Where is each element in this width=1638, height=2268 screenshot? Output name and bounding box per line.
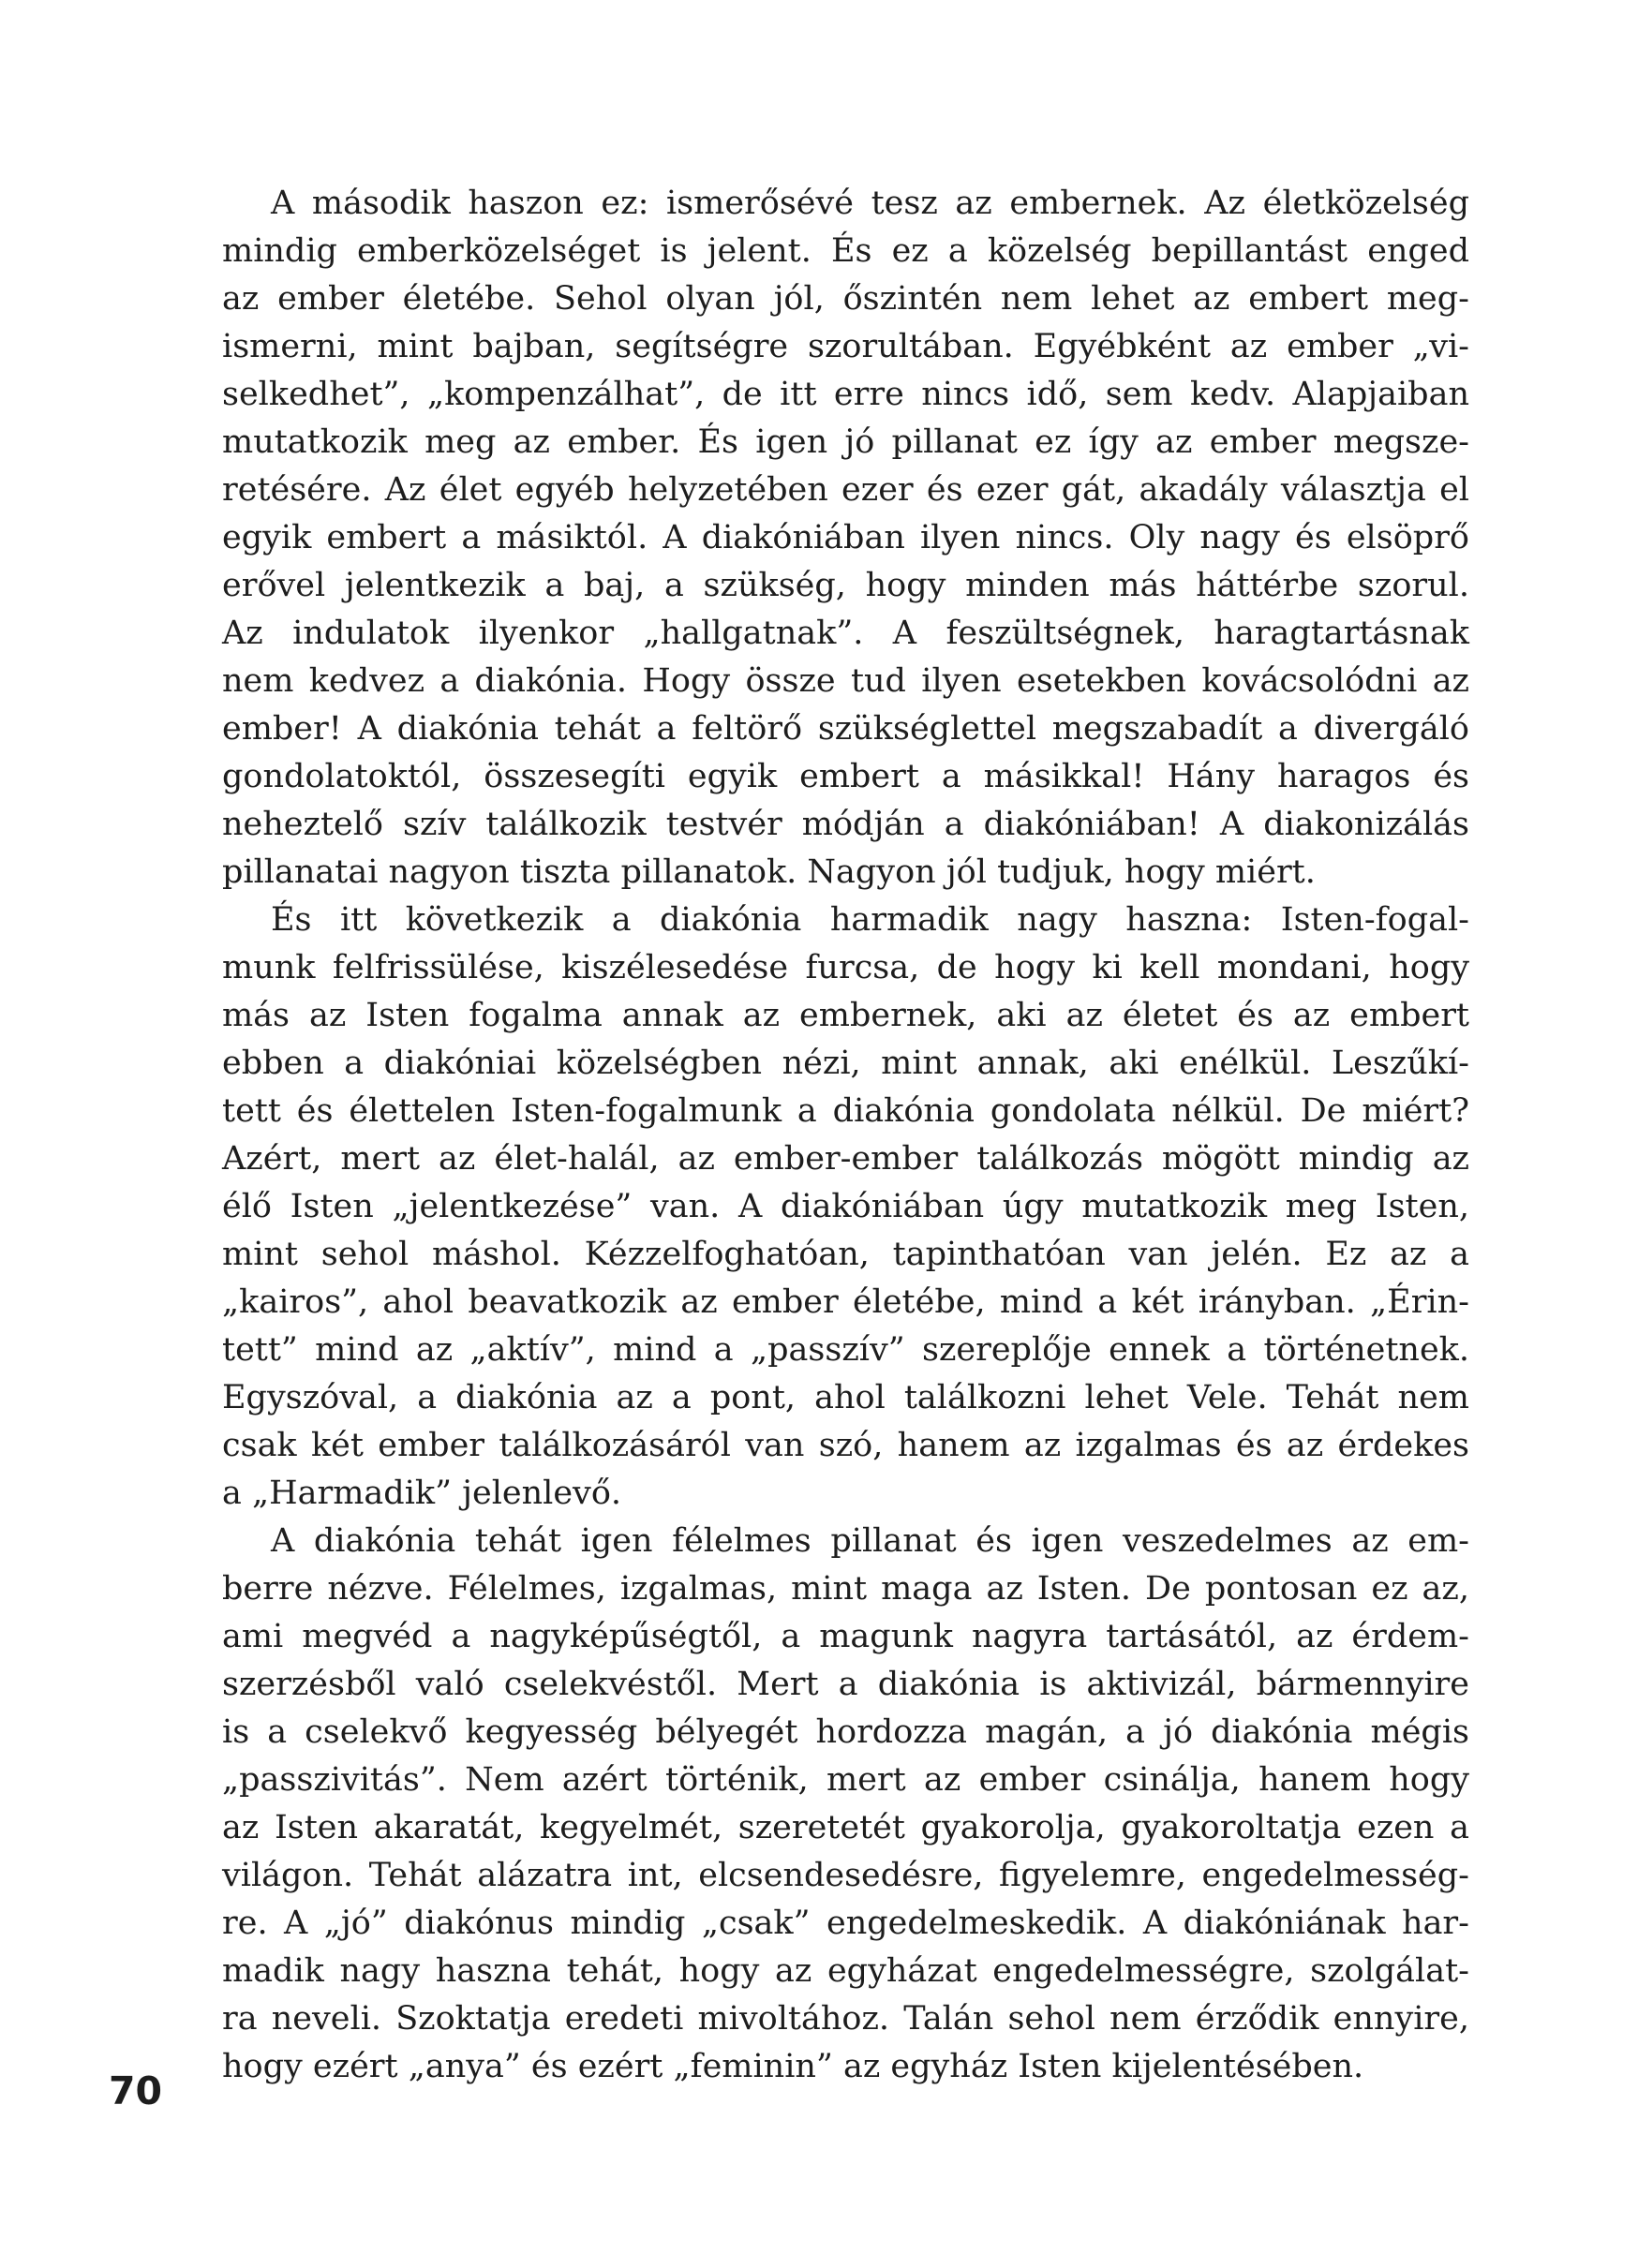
text-line: berre nézve. Félelmes, izgalmas, mint maga az Isten. De pontosan ez az,	[222, 1570, 1469, 1608]
text-line: retésére. Az élet egyéb helyzetében ezer és ezer gát, akadály választja el	[222, 471, 1469, 509]
text-line: nem kedvez a diakónia. Hogy össze tud ilyen esetekben kovácsolódni az	[222, 662, 1469, 700]
text-line: csak két ember találkozásáról van szó, hanem az izgalmas és az érdekes	[222, 1427, 1469, 1464]
text-line: tett” mind az „aktív”, mind a „passzív” szereplője ennek a történetnek.	[222, 1331, 1469, 1369]
text-line: gondolatoktól, összesegíti egyik embert a másikkal! Hány haragos és	[222, 758, 1469, 795]
text-line: munk felfrissülése, kiszélesedése furcsa, de hogy ki kell mondani, hogy	[222, 949, 1469, 986]
text-line: ra neveli. Szoktatja eredeti mivoltához. Talán sehol nem érződik ennyire,	[222, 2000, 1469, 2038]
text-line: Egyszóval, a diakónia az a pont, ahol találkozni lehet Vele. Tehát nem	[222, 1379, 1469, 1416]
text-line: ami megvéd a nagyképűségtől, a magunk nagyra tartásától, az érdem-	[222, 1618, 1469, 1655]
paragraph	[222, 897, 1469, 1518]
text-line: is a cselekvő kegyesség bélyegét hordozza magán, a jó diakónia mégis	[222, 1713, 1469, 1751]
text-line: A második haszon ez: ismerősévé tesz az embernek. Az életközelség	[271, 185, 1469, 222]
text-line: tett és élettelen Isten-fogalmunk a diakónia gondolata nélkül. De miért?	[222, 1092, 1469, 1130]
text-line: ebben a diakóniai közelségben nézi, mint annak, aki enélkül. Leszűkí-	[222, 1045, 1469, 1082]
text-line: Az indulatok ilyenkor „hallgatnak”. A feszültségnek, haragtartásnak	[222, 615, 1469, 652]
text-line: más az Isten fogalma annak az embernek, aki az életet és az embert	[222, 997, 1469, 1034]
text-line: És itt következik a diakónia harmadik nagy haszna: Isten-fogal-	[271, 901, 1469, 939]
text-line: erővel jelentkezik a baj, a szükség, hogy minden más háttérbe szorul.	[222, 567, 1469, 604]
text-line: re. A „jó” diakónus mindig „csak” engedelmeskedik. A diakóniának har-	[222, 1905, 1469, 1942]
text-line: élő Isten „jelentkezése” van. A diakóniában úgy mutatkozik meg Isten,	[222, 1188, 1469, 1225]
text-line: ismerni, mint bajban, segítségre szorultában. Egyébként az ember „vi-	[222, 328, 1469, 365]
text-line: madik nagy haszna tehát, hogy az egyházat engedelmességre, szolgálat-	[222, 1952, 1469, 1990]
body-text	[222, 180, 1469, 2091]
text-line: egyik embert a másiktól. A diakóniában ilyen nincs. Oly nagy és elsöprő	[222, 519, 1469, 556]
paragraph	[222, 1518, 1469, 2091]
paragraph	[222, 180, 1469, 897]
text-line: világon. Tehát alázatra int, elcsendesedésre, figyelemre, engedelmesség-	[222, 1857, 1469, 1894]
text-line: a „Harmadik” jelenlevő.	[222, 1475, 622, 1512]
text-line: selkedhet”, „kompenzálhat”, de itt erre nincs idő, sem kedv. Alapjaiban	[222, 376, 1469, 413]
text-line: mindig emberközelséget is jelent. És ez a közelség bepillantást enged	[222, 232, 1469, 270]
text-line: „kairos”, ahol beavatkozik az ember életébe, mind a két irányban. „Érin-	[222, 1283, 1469, 1321]
text-line: A diakónia tehát igen félelmes pillanat és igen veszedelmes az em-	[271, 1522, 1469, 1560]
page-number: 70	[109, 2068, 163, 2113]
text-line: neheztelő szív találkozik testvér módján a diakóniában! A diakonizálás	[222, 806, 1469, 843]
text-line: ember! A diakónia tehát a feltörő szükséglettel megszabadít a divergáló	[222, 710, 1469, 748]
text-line: szerzésből való cselekvéstől. Mert a diakónia is aktivizál, bármennyire	[222, 1666, 1469, 1703]
text-line: mint sehol máshol. Kézzelfoghatóan, tapinthatóan van jelén. Ez az a	[222, 1236, 1469, 1273]
text-line: az ember életébe. Sehol olyan jól, őszintén nem lehet az embert meg-	[222, 280, 1469, 318]
text-line: pillanatai nagyon tiszta pillanatok. Nagyon jól tudjuk, hogy miért.	[222, 853, 1316, 891]
text-line: mutatkozik meg az ember. És igen jó pillanat ez így az ember megsze-	[222, 423, 1469, 461]
text-line: hogy ezért „anya” és ezért „feminin” az egyház Isten kijelentésében.	[222, 2048, 1364, 2085]
text-line: Azért, mert az élet-halál, az ember-ember találkozás mögött mindig az	[222, 1140, 1469, 1178]
text-line: „passzivitás”. Nem azért történik, mert az ember csinálja, hanem hogy	[222, 1761, 1469, 1799]
text-line: az Isten akaratát, kegyelmét, szeretetét gyakorolja, gyakoroltatja ezen a	[222, 1809, 1469, 1846]
